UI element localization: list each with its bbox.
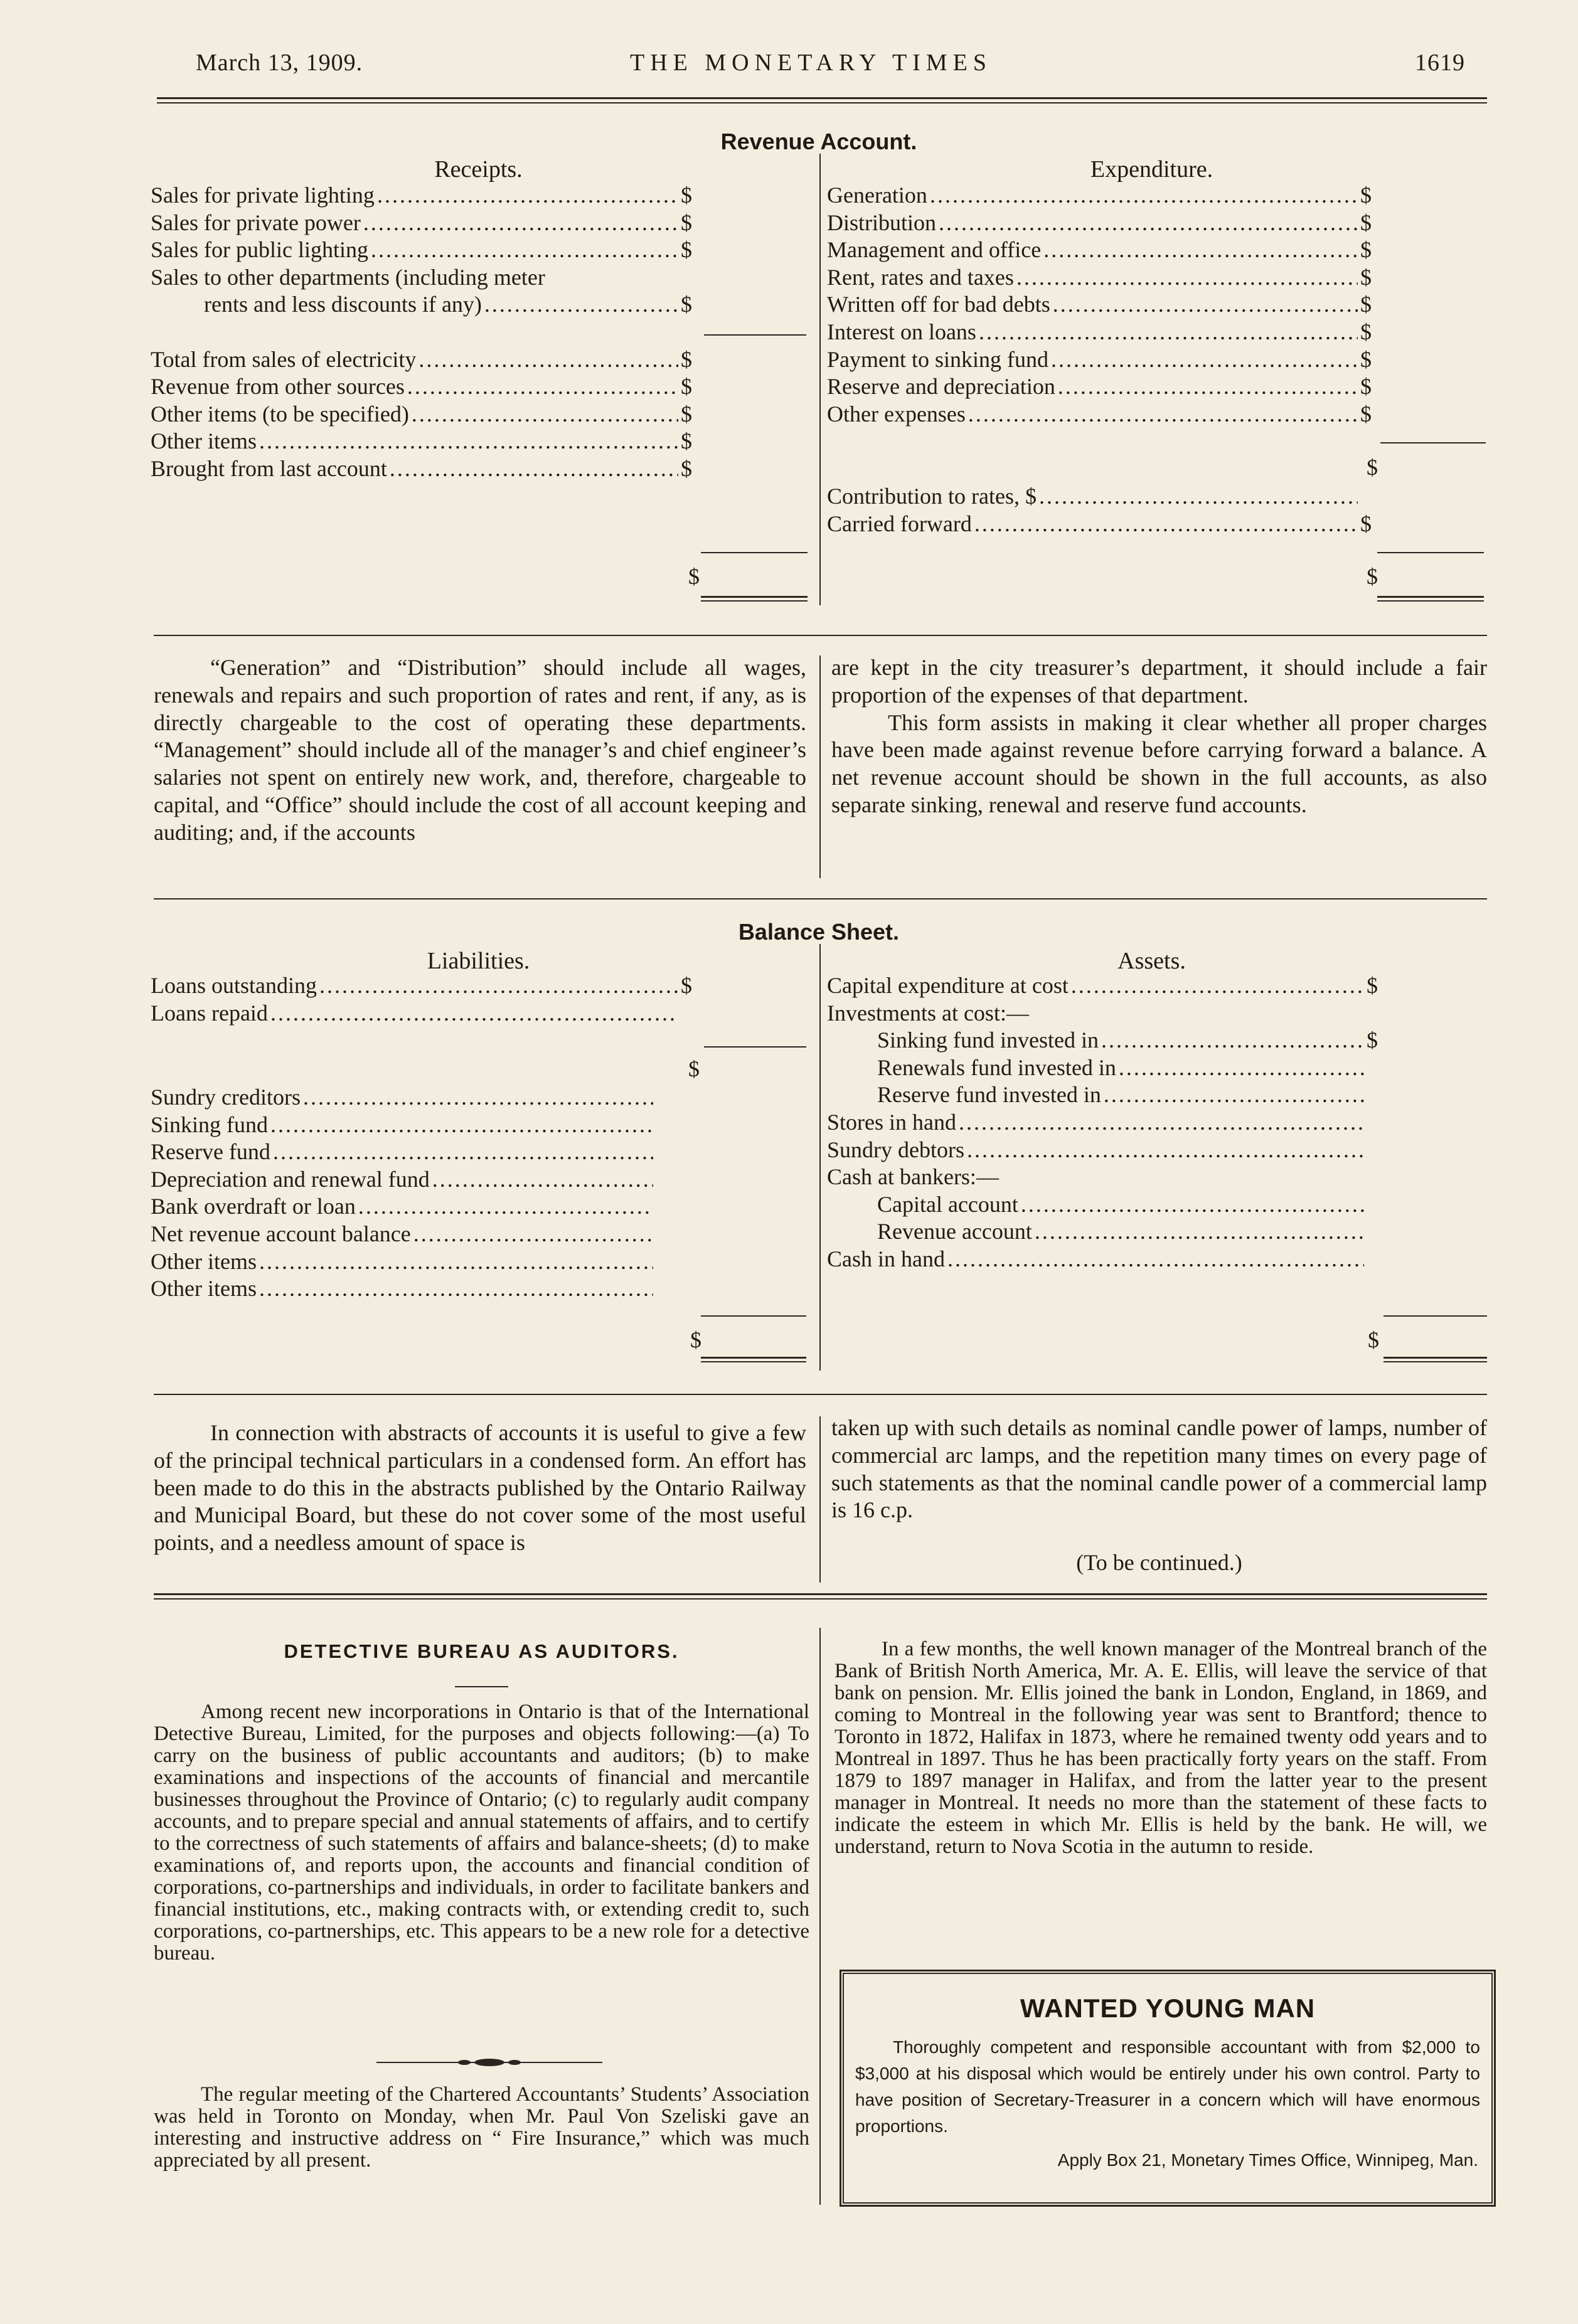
ledger-row-label: Sinking fund bbox=[151, 1112, 269, 1137]
receipt-row bbox=[151, 373, 706, 401]
leader-dots bbox=[390, 455, 678, 483]
liabilities-top-ledger bbox=[151, 972, 706, 1027]
abstract-notes-right bbox=[831, 1414, 1487, 1524]
notes-column-divider bbox=[819, 655, 821, 878]
balance-column-divider bbox=[819, 944, 821, 1371]
expenditure-total-double-rule bbox=[1377, 596, 1484, 602]
asset-row bbox=[827, 1164, 1392, 1191]
students-association-text: The regular meeting of the Chartered Accountants’ Students’ Association was held in Toronto on Monday, when Mr. Paul Von Szeliski gave an interesting and instructive address on “ Fire Insurance,” which was much appreciated by all present. bbox=[154, 2083, 809, 2172]
ledger-row-label: rents and less discounts if any) bbox=[204, 292, 482, 317]
section-rule-4 bbox=[154, 1593, 1487, 1600]
expenditure-row bbox=[827, 373, 1385, 401]
leader-dots bbox=[947, 1246, 1364, 1273]
liabilities-heading: Liabilities. bbox=[427, 948, 530, 974]
leader-dots bbox=[1021, 1191, 1364, 1219]
ledger-row-currency: $ bbox=[1360, 292, 1372, 317]
ledger-row-currency: $ bbox=[681, 210, 692, 235]
to-be-continued: (To be continued.) bbox=[1076, 1550, 1242, 1575]
asset-row bbox=[827, 1137, 1392, 1164]
ledger-row-currency: $ bbox=[1360, 210, 1372, 235]
ledger-row-label: Cash at bankers:— bbox=[827, 1164, 999, 1190]
ledger-row-label: Distribution bbox=[827, 210, 937, 235]
ledger-row-currency: $ bbox=[1360, 183, 1372, 208]
ledger-row-currency: $ bbox=[1360, 401, 1372, 427]
leader-dots bbox=[319, 972, 678, 1000]
ledger-row-label: Total from sales of electricity bbox=[151, 346, 417, 372]
leader-dots bbox=[259, 1248, 653, 1276]
ledger-row-label: Loans outstanding bbox=[151, 973, 317, 998]
expenditure-subtotal-currency: $ bbox=[1367, 455, 1378, 480]
receipt-row bbox=[151, 346, 706, 374]
ledger-row-currency: $ bbox=[681, 292, 692, 317]
receipt-row bbox=[151, 236, 706, 264]
assets-ledger bbox=[827, 972, 1392, 1273]
ledger-row-label: Cash in hand bbox=[827, 1246, 945, 1271]
ledger-row-label: Bank overdraft or loan bbox=[151, 1194, 356, 1219]
ledger-row-label: Investments at cost:— bbox=[827, 1000, 1029, 1026]
revenue-account-title: Revenue Account. bbox=[720, 129, 917, 154]
leader-dots bbox=[270, 1000, 678, 1027]
ledger-row-label: Sales for public lighting bbox=[151, 237, 368, 263]
ledger-row-label: Depreciation and renewal fund bbox=[151, 1166, 430, 1192]
receipt-row bbox=[151, 455, 706, 483]
ledger-row-currency: $ bbox=[1360, 374, 1372, 400]
expenditure-row bbox=[827, 236, 1385, 264]
liability-row bbox=[151, 1193, 681, 1221]
ledger-row-currency: $ bbox=[1367, 973, 1378, 998]
abstract-column-divider bbox=[819, 1416, 821, 1583]
publication-title: THE MONETARY TIMES bbox=[630, 50, 992, 76]
ledger-row-label: Other items (to be specified) bbox=[151, 401, 409, 427]
advertisement-body-text: Thoroughly competent and responsible accountant with from $2,000 to $3,000 at his disposal which would be entirely under his own control. Party to have position of Secretary-Treasurer in a concern which will have enormous proportions. bbox=[855, 2037, 1480, 2136]
ledger-row-label: Generation bbox=[827, 183, 927, 208]
receipt-row bbox=[151, 319, 706, 346]
leader-dots bbox=[967, 1137, 1364, 1164]
ledger-row-label: Reserve fund invested in bbox=[877, 1082, 1101, 1108]
receipts-total-double-rule bbox=[701, 596, 808, 602]
ledger-row-currency: $ bbox=[681, 374, 692, 400]
assets-total-currency: $ bbox=[1368, 1327, 1379, 1352]
contribution-label: Contribution to rates, $ bbox=[827, 484, 1037, 509]
leader-dots bbox=[959, 1109, 1364, 1137]
expenditure-row bbox=[827, 291, 1385, 319]
expenditure-row bbox=[827, 401, 1385, 428]
asset-row bbox=[827, 1109, 1392, 1137]
ledger-row-currency: $ bbox=[681, 346, 692, 372]
ellis-article-body bbox=[834, 1638, 1487, 1858]
leader-dots bbox=[968, 401, 1358, 428]
leader-dots bbox=[930, 182, 1358, 210]
carried-forward-label: Carried forward bbox=[827, 511, 972, 536]
ledger-row-currency: $ bbox=[681, 237, 692, 263]
section-rule-3 bbox=[154, 1394, 1487, 1395]
ledger-row-label: Written off for bad debts bbox=[827, 292, 1050, 317]
detective-title-rule bbox=[455, 1686, 508, 1687]
leader-dots bbox=[259, 428, 678, 455]
receipt-row bbox=[151, 264, 706, 292]
leader-dots bbox=[1071, 972, 1364, 1000]
asset-row bbox=[827, 1054, 1392, 1082]
revenue-notes-right-continuation: are kept in the city treasurer’s department, it should include a fair proportion of the expenses of that department. bbox=[831, 655, 1487, 708]
ledger-row-label: Sundry debtors bbox=[827, 1137, 964, 1162]
expenditure-subtotal-rule bbox=[1380, 442, 1486, 443]
receipt-row bbox=[151, 291, 706, 319]
ledger-row-currency: $ bbox=[1360, 264, 1372, 290]
liability-row bbox=[151, 1138, 681, 1166]
liability-row bbox=[151, 1084, 681, 1112]
receipt-row bbox=[151, 428, 706, 455]
ledger-row-label: Sundry creditors bbox=[151, 1085, 301, 1110]
assets-heading: Assets. bbox=[1117, 948, 1186, 974]
assets-total-rule bbox=[1383, 1315, 1487, 1317]
liability-row bbox=[151, 972, 706, 1000]
ledger-row-currency: $ bbox=[681, 455, 692, 481]
liabilities-subtotal-rule bbox=[704, 1046, 806, 1048]
section-rule-1 bbox=[154, 635, 1487, 636]
receipt-row bbox=[151, 182, 706, 210]
contribution-ledger bbox=[827, 483, 1385, 538]
ledger-row-label: Management and office bbox=[827, 237, 1042, 263]
liabilities-ledger bbox=[151, 1084, 681, 1303]
leader-dots bbox=[303, 1084, 653, 1112]
ellis-article-text: In a few months, the well known manager of the Montreal branch of the Bank of British North America, Mr. A. E. Ellis, will leave the service of that bank on pension. Mr. Ellis joined the bank in London, England, in 1869, and coming to Montreal in the following year was sent to Brantford; thence to Toronto in 1872, Halifax in 1873, where he remained twenty odd years and to Montreal in 1897. Thus he has been practically forty years on the staff. From 1879 to 1897 manager in Halifax, and from the latter year to the present manager in Montreal. It needs no more than the statement of these facts to indicate the esteem in which Mr. Ellis is held by the bank. He will, we understand, return to Nova Scotia in the autumn to reside. bbox=[834, 1638, 1487, 1858]
abstract-notes-left bbox=[154, 1419, 806, 1557]
leader-dots bbox=[1119, 1054, 1364, 1082]
leader-dots bbox=[1104, 1081, 1364, 1109]
ledger-row-label: Revenue account bbox=[877, 1219, 1032, 1244]
expenditure-total-rule bbox=[1377, 552, 1484, 553]
ledger-row-currency: $ bbox=[681, 183, 692, 208]
revenue-column-divider bbox=[819, 154, 821, 605]
ledger-row-label: Loans repaid bbox=[151, 1000, 268, 1026]
ledger-row-label: Stores in hand bbox=[827, 1109, 956, 1135]
ledger-row-label: Other expenses bbox=[827, 401, 966, 427]
leader-dots bbox=[407, 373, 678, 401]
ledger-row-label: Brought from last account bbox=[151, 455, 387, 481]
leader-dots bbox=[1043, 236, 1358, 264]
liabilities-total-rule bbox=[701, 1315, 806, 1317]
leader-dots bbox=[412, 401, 678, 428]
advertisement-apply: Apply Box 21, Monetary Times Office, Winnipeg, Man. bbox=[1057, 2150, 1478, 2170]
ledger-row-currency: $ bbox=[1360, 319, 1372, 344]
detective-article-title: DETECTIVE BUREAU AS AUDITORS. bbox=[284, 1640, 680, 1662]
ledger-row-label: Rent, rates and taxes bbox=[827, 264, 1014, 290]
leader-dots bbox=[1051, 346, 1358, 374]
ledger-row-label: Reserve fund bbox=[151, 1139, 270, 1165]
leader-dots bbox=[371, 236, 678, 264]
leader-dots bbox=[358, 1193, 653, 1221]
ledger-row-label: Revenue from other sources bbox=[151, 374, 405, 400]
carried-forward-currency: $ bbox=[1360, 511, 1372, 536]
ledger-row-currency: $ bbox=[681, 973, 692, 998]
leader-dots bbox=[1016, 264, 1358, 292]
leader-dots bbox=[939, 210, 1358, 237]
ledger-row-label: Capital account bbox=[877, 1191, 1018, 1217]
expenditure-row bbox=[827, 346, 1385, 374]
liability-row bbox=[151, 1248, 681, 1276]
expenditure-row bbox=[827, 319, 1385, 346]
receipts-total-currency: $ bbox=[688, 564, 700, 589]
ledger-row-currency: $ bbox=[1360, 346, 1372, 372]
ledger-row-label: Capital expenditure at cost bbox=[827, 973, 1069, 998]
leader-dots bbox=[979, 319, 1358, 346]
ledger-row-currency: $ bbox=[681, 401, 692, 427]
expenditure-row bbox=[827, 182, 1385, 210]
advertisement-title: WANTED YOUNG MAN bbox=[1020, 1993, 1316, 2023]
liabilities-total-double-rule bbox=[701, 1357, 806, 1362]
wanted-young-man-advertisement bbox=[840, 1970, 1496, 2207]
leader-dots bbox=[273, 1138, 653, 1166]
liability-row bbox=[151, 1275, 681, 1303]
ledger-row-currency: $ bbox=[1367, 1027, 1378, 1053]
ledger-row-label: Payment to sinking fund bbox=[827, 346, 1048, 372]
issue-date: March 13, 1909. bbox=[196, 50, 363, 76]
header-rule bbox=[157, 97, 1487, 103]
lower-column-divider bbox=[819, 1628, 821, 2205]
section-rule-2 bbox=[154, 898, 1487, 899]
expenditure-row bbox=[827, 210, 1385, 237]
leader-dots bbox=[432, 1166, 653, 1194]
ledger-row-label: Net revenue account balance bbox=[151, 1221, 411, 1246]
ledger-row-label: Renewals fund invested in bbox=[877, 1054, 1116, 1080]
abstract-notes-right-text: taken up with such details as nominal candle power of lamps, number of commercial arc lamps, and the repetition many times on every page of such statements as that the nominal candle power of a commercial lamp is 16 c.p. bbox=[831, 1415, 1487, 1523]
expenditure-row bbox=[827, 264, 1385, 292]
page-header bbox=[157, 49, 1465, 87]
detective-article-body bbox=[154, 1701, 809, 1965]
asset-row bbox=[827, 1191, 1392, 1219]
ledger-row-label: Interest on loans bbox=[827, 319, 976, 344]
leader-dots bbox=[413, 1221, 653, 1248]
ledger-row-currency: $ bbox=[681, 428, 692, 454]
ledger-row-label: Sales for private power bbox=[151, 210, 361, 235]
liability-row bbox=[151, 1000, 706, 1027]
receipts-heading: Receipts. bbox=[434, 156, 523, 183]
expenditure-total-currency: $ bbox=[1367, 564, 1378, 589]
ledger-row-label: Sales to other departments (including meter bbox=[151, 264, 545, 290]
expenditure-heading: Expenditure. bbox=[1090, 156, 1213, 183]
revenue-notes-left bbox=[154, 654, 806, 847]
receipts-subtotal-rule bbox=[704, 334, 806, 336]
leader-dots bbox=[484, 291, 678, 319]
asset-row bbox=[827, 1081, 1392, 1109]
revenue-notes-right-paragraph: This form assists in making it clear whether all proper charges have been made against revenue before carrying forward a balance. A net revenue account should be shown in the full accounts, as also separate sinking, renewal and reserve fund accounts. bbox=[831, 709, 1487, 817]
balance-sheet-title: Balance Sheet. bbox=[738, 919, 900, 945]
receipt-row bbox=[151, 210, 706, 237]
leader-dots bbox=[377, 182, 678, 210]
leader-dots bbox=[270, 1112, 653, 1139]
receipts-total-rule bbox=[701, 552, 808, 553]
liabilities-total-currency: $ bbox=[690, 1327, 701, 1352]
asset-row bbox=[827, 1246, 1392, 1273]
liability-row bbox=[151, 1166, 681, 1194]
page-number: 1619 bbox=[1415, 50, 1465, 76]
liability-row bbox=[151, 1221, 681, 1248]
liability-row bbox=[151, 1112, 681, 1139]
asset-row bbox=[827, 1218, 1392, 1246]
asset-row bbox=[827, 1027, 1392, 1054]
receipts-ledger bbox=[151, 182, 706, 483]
ornament-divider bbox=[376, 2056, 602, 2069]
asset-row bbox=[827, 1000, 1392, 1027]
leader-dots bbox=[418, 346, 678, 374]
revenue-notes-right bbox=[831, 654, 1487, 819]
leader-dots bbox=[259, 1275, 653, 1303]
leader-dots bbox=[1053, 291, 1358, 319]
expenditure-ledger bbox=[827, 182, 1385, 428]
students-association-body bbox=[154, 2084, 809, 2172]
leader-dots bbox=[1101, 1027, 1364, 1054]
asset-row bbox=[827, 972, 1392, 1000]
ledger-row-label: Other items bbox=[151, 428, 257, 454]
revenue-notes-left-text: “Generation” and “Distribution” should include all wages, renewals and repairs and such proportion of rates and rent, if any, as is directly chargeable to the cost of operating these departments. “Management” should include all of the manager’s and chief engineer’s salaries not spent on entirely new work, and, therefore, chargeable to capital, and “Office” should include the cost of all account keeping and auditing; and, if the accounts bbox=[154, 655, 806, 845]
ledger-row-label: Other items bbox=[151, 1276, 257, 1302]
ledger-row-currency: $ bbox=[1360, 237, 1372, 263]
detective-article-text: Among recent new incorporations in Ontario is that of the International Detective Bureau, Limited, for the purposes and objects following:—(a) To carry on the business of public accountants and auditors; (b) to make examinations and inspections of the accounts of financial and mercantile businesses throughout the Province of Ontario; (c) to regularly audit company accounts, and to prepare special and annual statements of affairs, and to certify to the correctness of such statements of affairs and balance-sheets; (d) to make examinations of, and reports upon, the accounts and financial condition of corporations, co-partnerships and individuals, in order to facilitate bankers and financial institutions, etc., making contracts with, or extending credit to, such corporations, co-partnerships, etc. This appears to be a new role for a detective bureau. bbox=[154, 1701, 809, 1965]
ledger-row-label: Other items bbox=[151, 1248, 257, 1274]
advertisement-body bbox=[855, 2034, 1480, 2140]
assets-total-double-rule bbox=[1383, 1357, 1487, 1362]
leader-dots bbox=[1035, 1218, 1364, 1246]
liabilities-subtotal-currency: $ bbox=[688, 1056, 700, 1081]
leader-dots bbox=[1058, 373, 1358, 401]
ledger-row-label: Sales for private lighting bbox=[151, 183, 375, 208]
leader-dots bbox=[363, 210, 678, 237]
ledger-row-label: Reserve and depreciation bbox=[827, 374, 1055, 400]
ledger-row-label: Sinking fund invested in bbox=[877, 1027, 1099, 1053]
abstract-notes-left-text: In connection with abstracts of accounts it is useful to give a few of the principal technical particulars in a condensed form. An effort has been made to do this in the abstracts published by the Ontario Railway and Municipal Board, but these do not cover some of the most useful points, and a needless amount of space is bbox=[154, 1420, 806, 1556]
receipt-row bbox=[151, 401, 706, 428]
